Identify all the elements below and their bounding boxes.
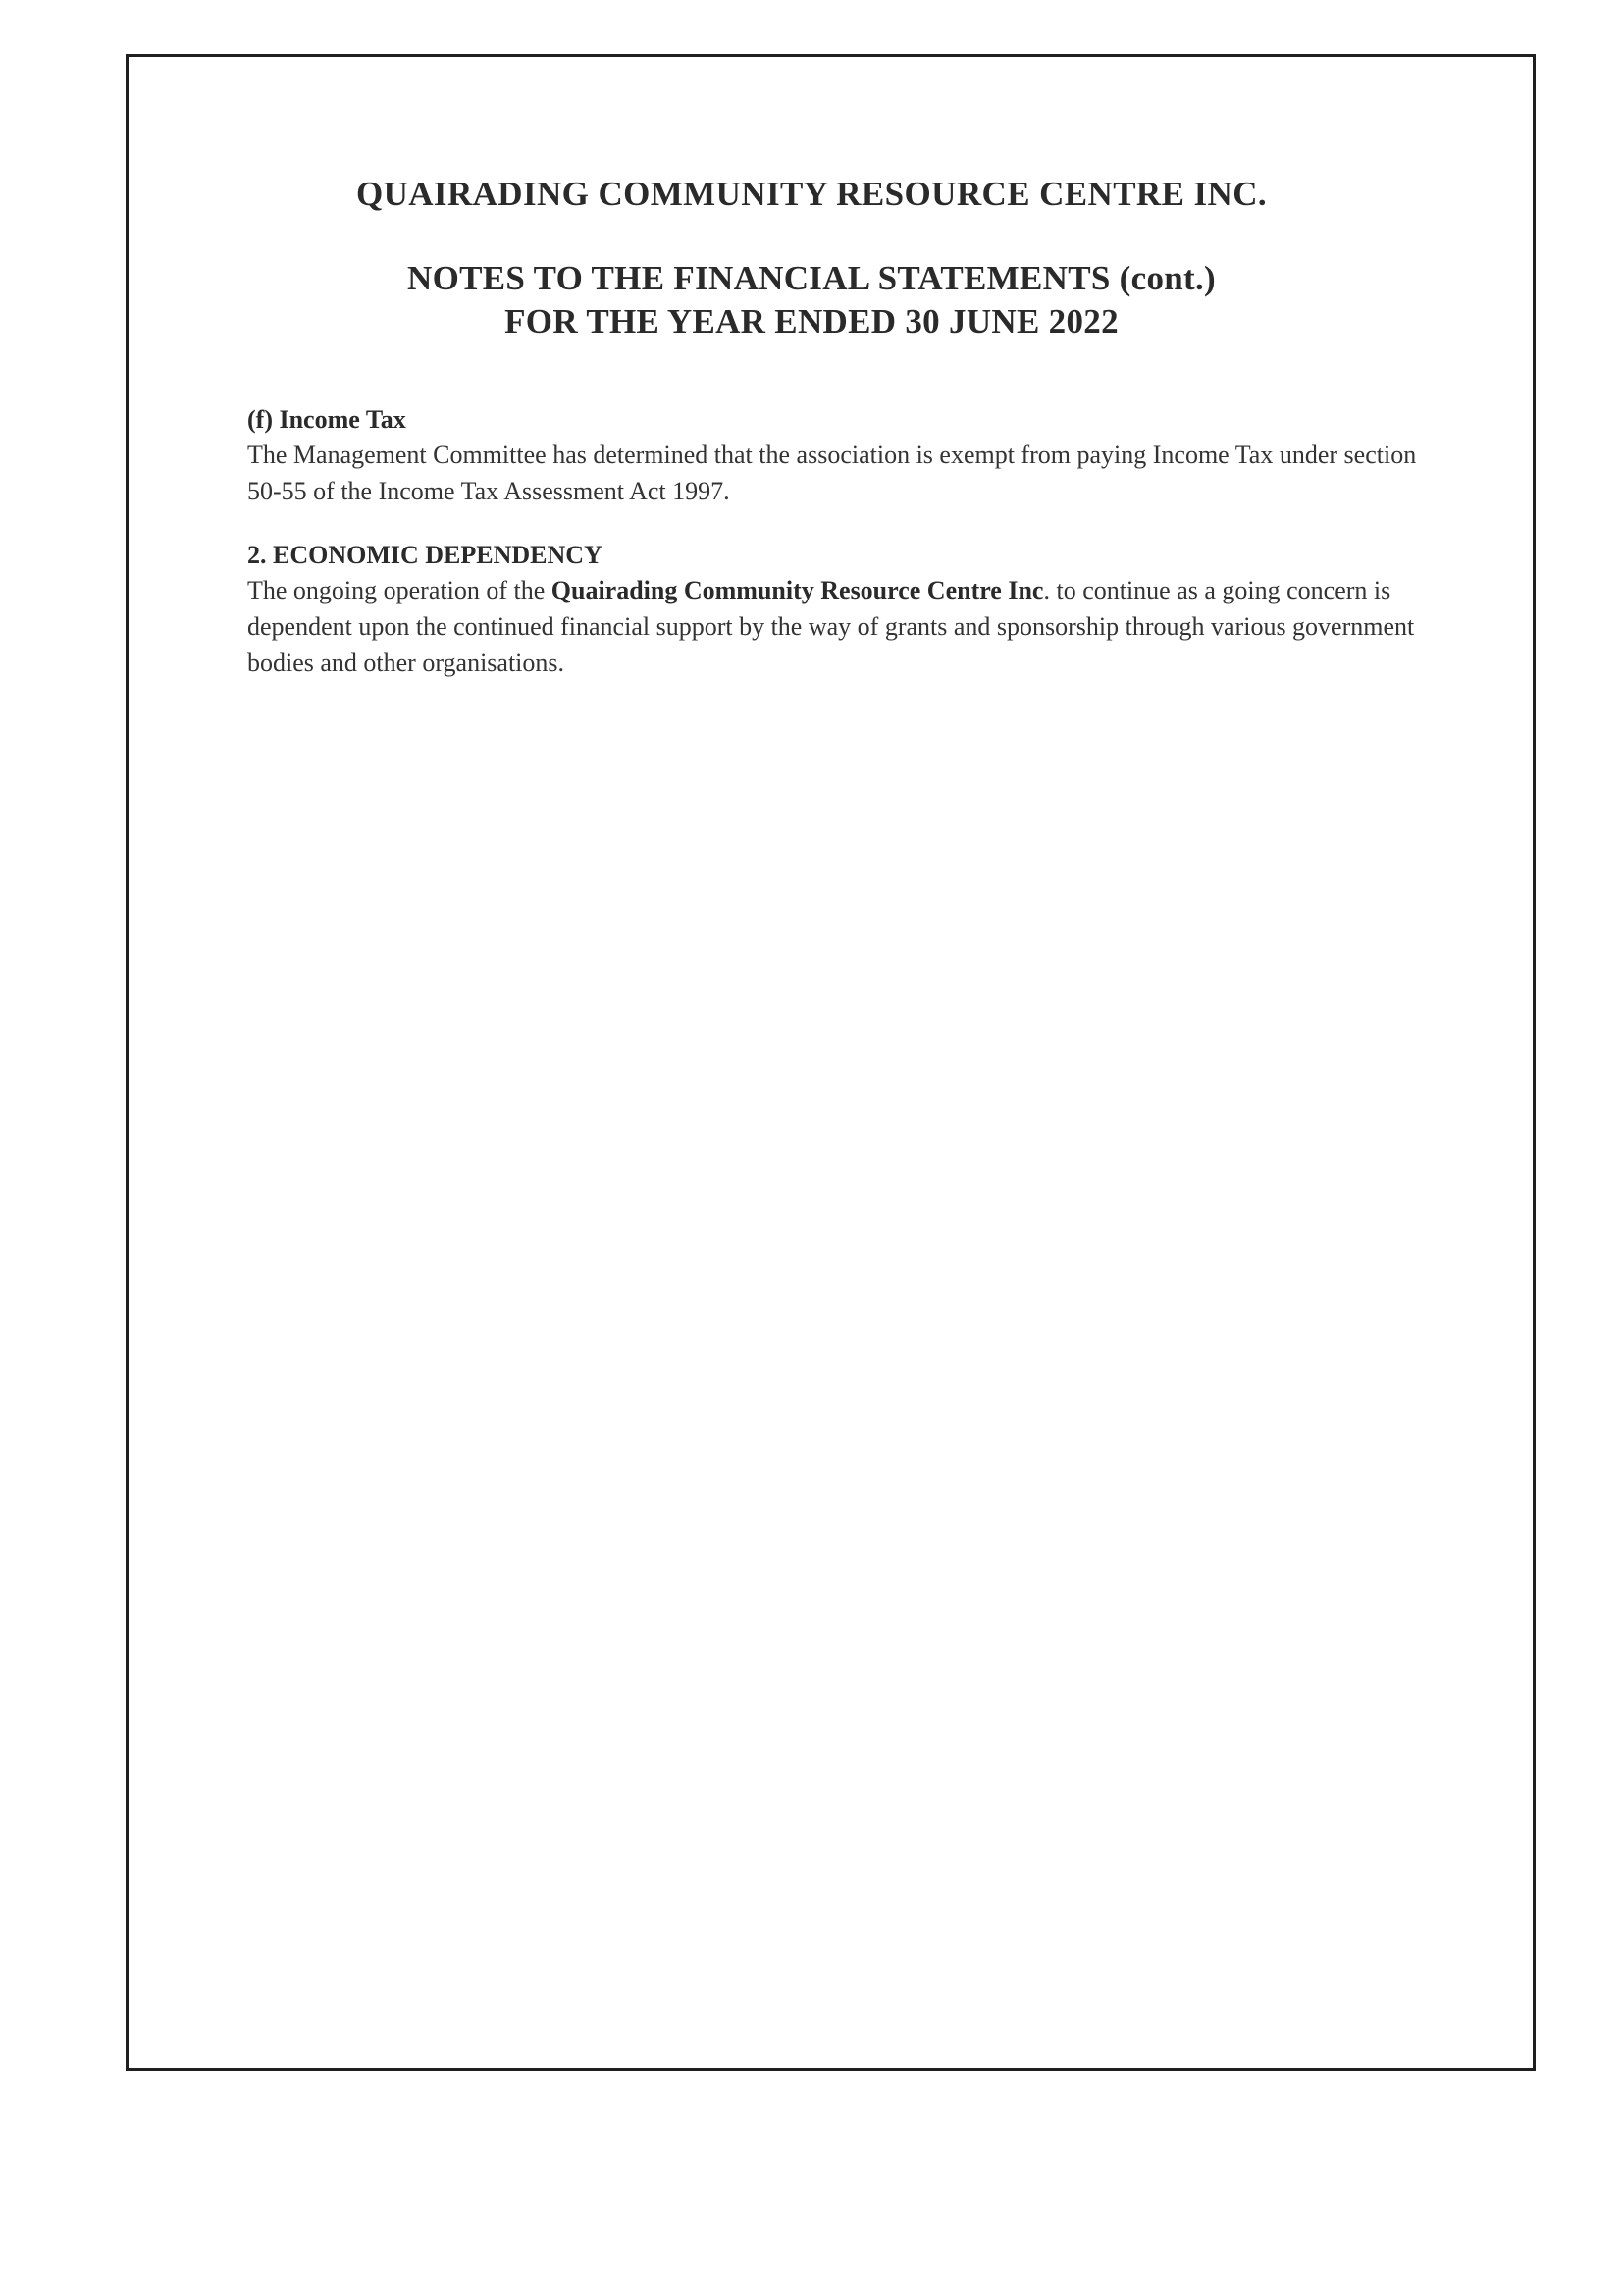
- economic-dependency-section: [247, 539, 1425, 681]
- organisation-title: QUAIRADING COMMUNITY RESOURCE CENTRE INC.: [355, 175, 1268, 213]
- economic-dependency-body-end: . to continue as a going concern is dependent upon the continued financial support by the way of grants and sponsorship through various government bodies and other organisations.: [247, 576, 1415, 677]
- notes-title: [0, 257, 1623, 343]
- notes-title-line-1: NOTES TO THE FINANCIAL STATEMENTS (cont.): [407, 259, 1216, 297]
- economic-dependency-body: [247, 572, 1425, 681]
- notes-title-line-2: FOR THE YEAR ENDED 30 JUNE 2022: [504, 302, 1119, 340]
- income-tax-section: [247, 403, 1425, 509]
- organisation-name-inline: Quairading Community Resource Centre Inc: [550, 576, 1044, 604]
- economic-dependency-heading: 2. ECONOMIC DEPENDENCY: [247, 541, 602, 569]
- income-tax-body: The Management Committee has determined that the association is exempt from paying Income Tax under section 50-55 of the Income Tax Assessment Act 1997.: [247, 441, 1417, 505]
- page-border-frame: [126, 54, 1536, 2071]
- income-tax-heading: (f) Income Tax: [247, 405, 406, 434]
- economic-dependency-body-start: The ongoing operation of the: [247, 576, 551, 604]
